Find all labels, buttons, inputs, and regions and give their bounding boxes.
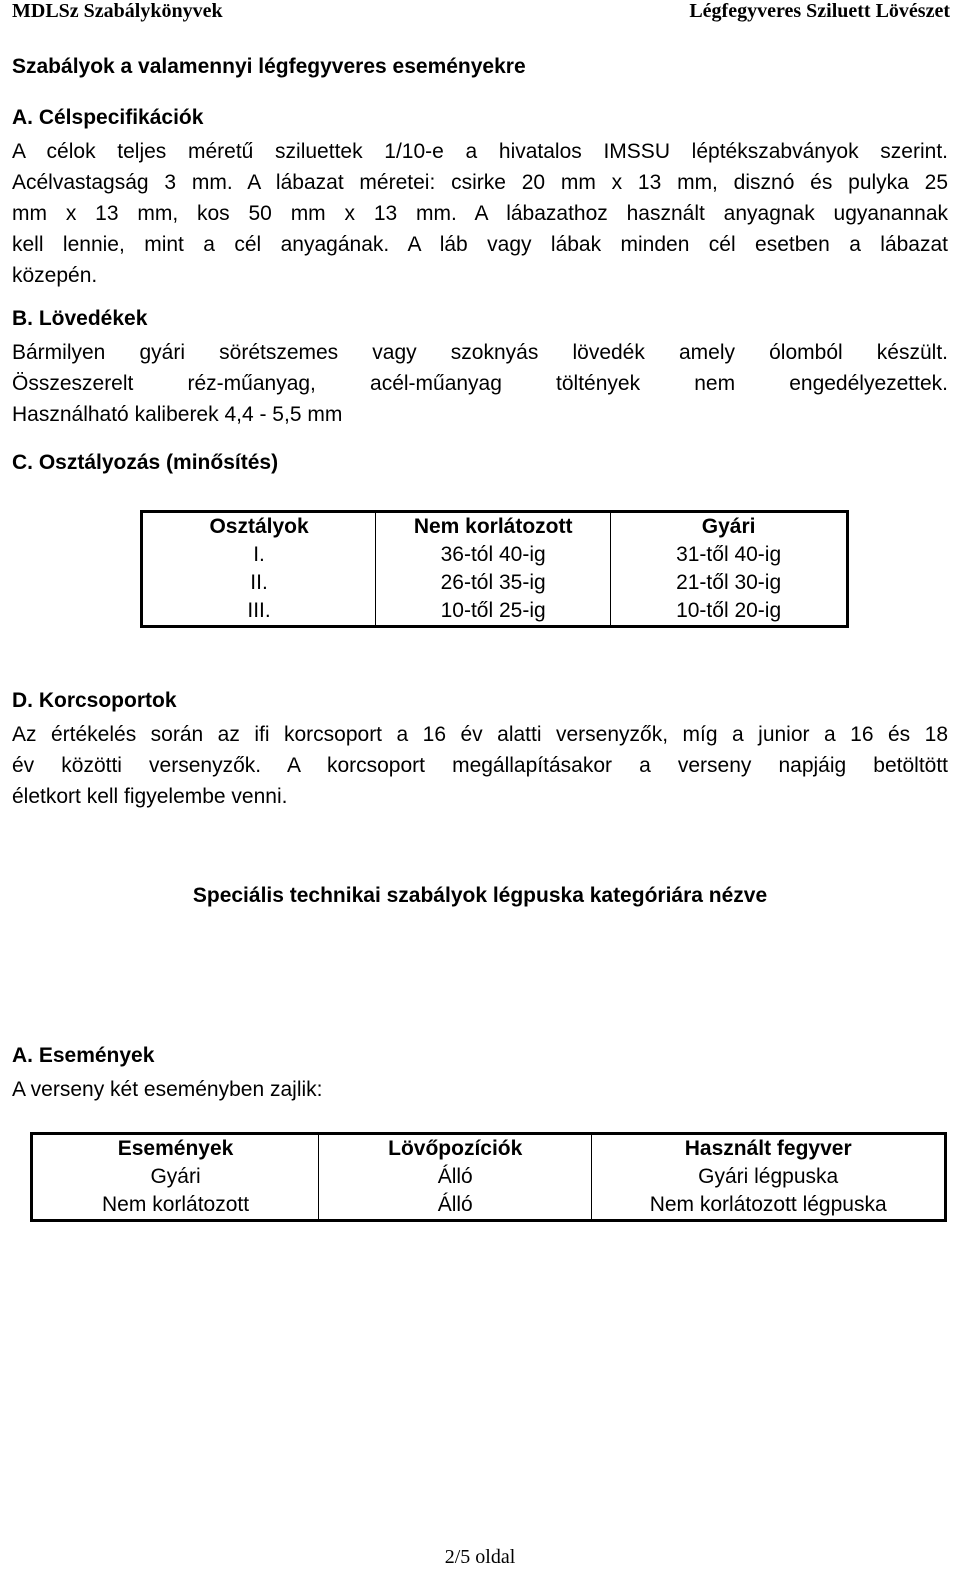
- section-a-line: közepén.: [12, 264, 98, 287]
- table-cell: I.: [142, 541, 376, 569]
- table-header-cell: Nem korlátozott: [376, 512, 611, 542]
- section-a-line: A célok teljes méretű sziluettek 1/10-e a hivatalos IMSSU léptékszabványok szerint.: [12, 140, 948, 163]
- section-b-title: B. Lövedékek: [12, 307, 148, 330]
- table-cell: Álló: [319, 1163, 592, 1191]
- table-header-cell: Osztályok: [142, 512, 376, 542]
- section-b-line: Használható kaliberek 4,4 - 5,5 mm: [12, 403, 343, 426]
- section-a-line: mm x 13 mm, kos 50 mm x 13 mm. A lábazathoz használt anyagnak ugyanannak: [12, 202, 948, 225]
- table-row: [142, 569, 848, 597]
- table-cell: 31-től 40-ig: [611, 541, 848, 569]
- header-left-title: MDLSz Szabálykönyvek: [12, 0, 223, 22]
- table-row: [142, 597, 848, 627]
- table-header-row: [32, 1134, 946, 1164]
- section-d-body: [12, 719, 948, 812]
- table-row: [142, 541, 848, 569]
- header-right-title: Légfegyveres Sziluett Lövészet: [689, 0, 950, 22]
- table-cell: II.: [142, 569, 376, 597]
- table-cell: Álló: [319, 1191, 592, 1221]
- section-a-title: A. Célspecifikációk: [12, 106, 204, 129]
- section-d-line: év közötti versenyzők. A korcsoport megállapításakor a verseny napjáig betöltött: [12, 754, 948, 777]
- table-row: [32, 1163, 946, 1191]
- table-cell: 10-től 20-ig: [611, 597, 848, 627]
- table-cell: 36-tól 40-ig: [376, 541, 611, 569]
- events-table: [30, 1132, 947, 1222]
- table-cell: Nem korlátozott: [32, 1191, 319, 1221]
- section-e-title: A. Események: [12, 1044, 155, 1067]
- section-e-intro: A verseny két eseményben zajlik:: [12, 1078, 323, 1101]
- table-header-cell: Lövőpozíciók: [319, 1134, 592, 1164]
- section-b-line: Bármilyen gyári sörétszemes vagy szoknyás lövedék amely ólomból készült.: [12, 341, 948, 364]
- section-a-line: kell lennie, mint a cél anyagának. A láb vagy lábak minden cél esetben a lábazat: [12, 233, 948, 256]
- table-cell: 10-től 25-ig: [376, 597, 611, 627]
- table-cell: Nem korlátozott légpuska: [592, 1191, 946, 1221]
- table-header-cell: Használt fegyver: [592, 1134, 946, 1164]
- table-cell: 21-től 30-ig: [611, 569, 848, 597]
- table-header-cell: Gyári: [611, 512, 848, 542]
- table-header-cell: Események: [32, 1134, 319, 1164]
- special-rules-heading: Speciális technikai szabályok légpuska kategóriára nézve: [192, 884, 768, 907]
- page-number: 2/5 oldal: [444, 1546, 516, 1568]
- table-cell: 26-tól 35-ig: [376, 569, 611, 597]
- section-d-line: Az értékelés során az ifi korcsoport a 16 év alatti versenyzők, míg a junior a 16 és 18: [12, 723, 948, 746]
- table-cell: Gyári légpuska: [592, 1163, 946, 1191]
- section-b-body: [12, 337, 948, 430]
- table-cell: III.: [142, 597, 376, 627]
- classification-table: [140, 510, 849, 628]
- section-a-line: Acélvastagság 3 mm. A lábazat méretei: csirke 20 mm x 13 mm, disznó és pulyka 25: [12, 171, 948, 194]
- table-row: [32, 1191, 946, 1221]
- table-header-row: [142, 512, 848, 542]
- section-a-body: [12, 136, 948, 291]
- section-c-title: C. Osztályozás (minősítés): [12, 451, 279, 474]
- section-b-line: Összeszerelt réz-műanyag, acél-műanyag töltények nem engedélyezettek.: [12, 372, 948, 395]
- section-d-title: D. Korcsoportok: [12, 689, 177, 712]
- main-heading: Szabályok a valamennyi légfegyveres eseményekre: [12, 55, 526, 78]
- section-d-line: életkort kell figyelembe venni.: [12, 785, 288, 808]
- table-cell: Gyári: [32, 1163, 319, 1191]
